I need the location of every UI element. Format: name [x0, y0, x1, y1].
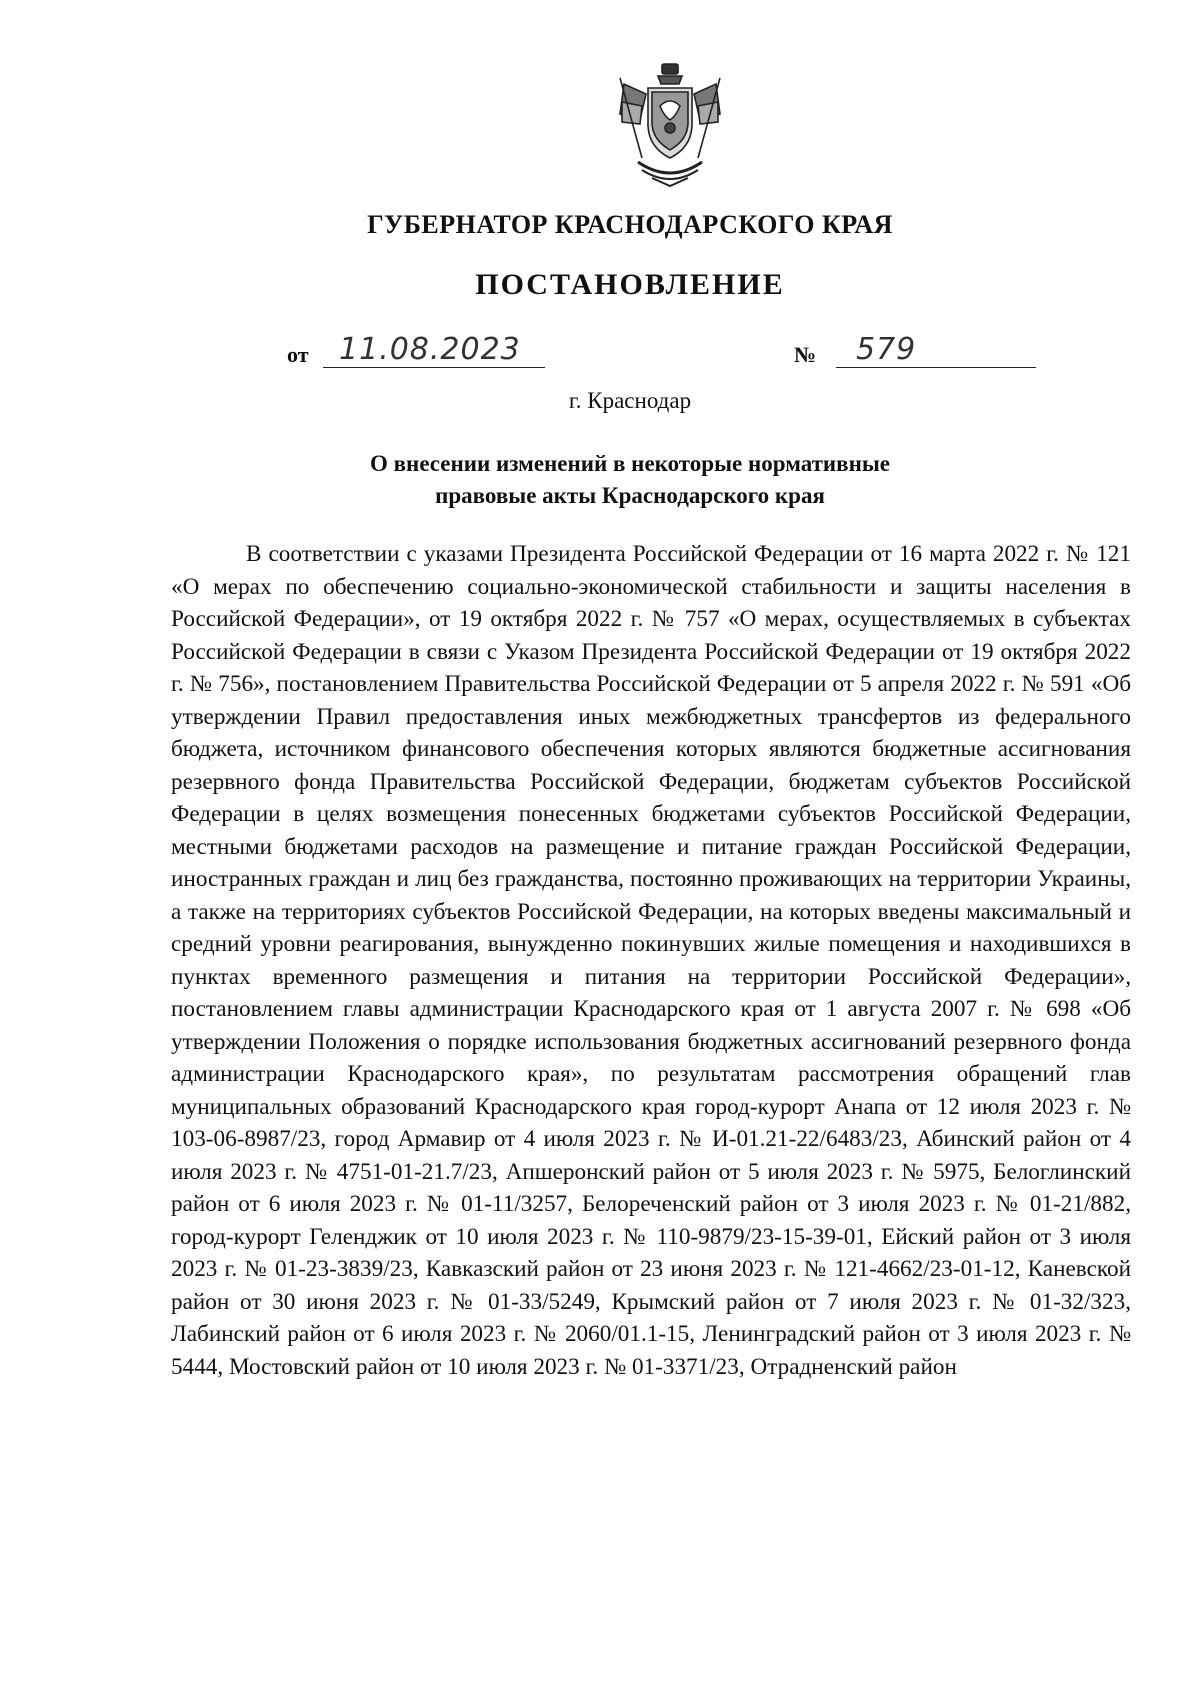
document-subject	[0, 448, 1200, 512]
document-type: ПОСТАНОВЛЕНИЕ	[475, 268, 785, 301]
subject-line-2: правовые акты Краснодарского края	[435, 483, 825, 508]
date-label: от	[287, 342, 309, 367]
body-paragraph: В соответствии с указами Президента Российской Федерации от 16 марта 2022 г. № 121 «О мерах по обеспечению социально-экономической стабильности и защиты населения в Российской Федерации», от 19 октября 2022 г. № 757 «О мерах, осуществляемых в субъектах Российской Федерации в связи с Указом Президента Российской Федерации от 19 октября 2022 г. № 756», постановлением Правительства Российской Федерации от 5 апреля 2022 г. № 591 «Об утверждении Правил предоставления иных межбюджетных трансфертов из федерального бюджета, источником финансового обеспечения которых являются бюджетные ассигнования резервного фонда Правительства Российской Федерации, бюджетам субъектов Российской Федерации в целях возмещения понесенных бюджетами субъектов Российской Федерации, местными бюджетами расходов на размещение и питание граждан Российской Федерации, иностранных граждан и лиц без гражданства, постоянно проживающих на территории Украины, а также на территориях субъектов Российской Федерации, на которых введены максимальный и средний уровни реагирования, вынужденно покинувших жилые помещения и находившихся в пунктах временного размещения и питания на территории Российской Федерации», постановлением главы администрации Краснодарского края от 1 августа 2007 г. № 698 «Об утверждении Положения о порядке использования бюджетных ассигнований резервного фонда администрации Краснодарского края», по результатам рассмотрения обращений глав муниципальных образований Краснодарского края город-курорт Анапа от 12 июля 2023 г. № 103-06-8987/23, город Армавир от 4 июля 2023 г. № И-01.21-22/6483/23, Абинский район от 4 июля 2023 г. № 4751-01-21.7/23, Апшеронский район от 5 июля 2023 г. № 5975, Белоглинский район от 6 июля 2023 г. № 01-11/3257, Белореченский район от 3 июля 2023 г. № 01-21/882, город-курорт Геленджик от 10 июля 2023 г. № 110-9879/23-15-39-01, Ейский район от 3 июля 2023 г. № 01-23-3839/23, Кавказский район от 23 июня 2023 г. № 121-4662/23-01-12, Каневской район от 30 июня 2023 г. № 01-33/5249, Крымский район от 7 июля 2023 г. № 01-32/323, Лабинский район от 6 июля 2023 г. № 2060/01.1-15, Ленинградский район от 3 июля 2023 г. № 5444, Мостовский район от 10 июля 2023 г. № 01-3371/23, Отрадненский район	[171, 541, 1131, 1380]
number-field	[836, 333, 1036, 368]
date-value: 11.08.2023	[339, 332, 521, 367]
date-field	[323, 333, 545, 368]
number-label: №	[794, 342, 817, 367]
subject-line-1: О внесении изменений в некоторые нормативные	[370, 451, 890, 476]
city: г. Краснодар	[568, 388, 692, 413]
krasnodar-coat-of-arms-icon	[612, 58, 728, 190]
issuer-title: ГУБЕРНАТОР КРАСНОДАРСКОГО КРАЯ	[367, 210, 893, 239]
date-number-row	[287, 334, 1067, 374]
number-value: 579	[856, 332, 917, 367]
